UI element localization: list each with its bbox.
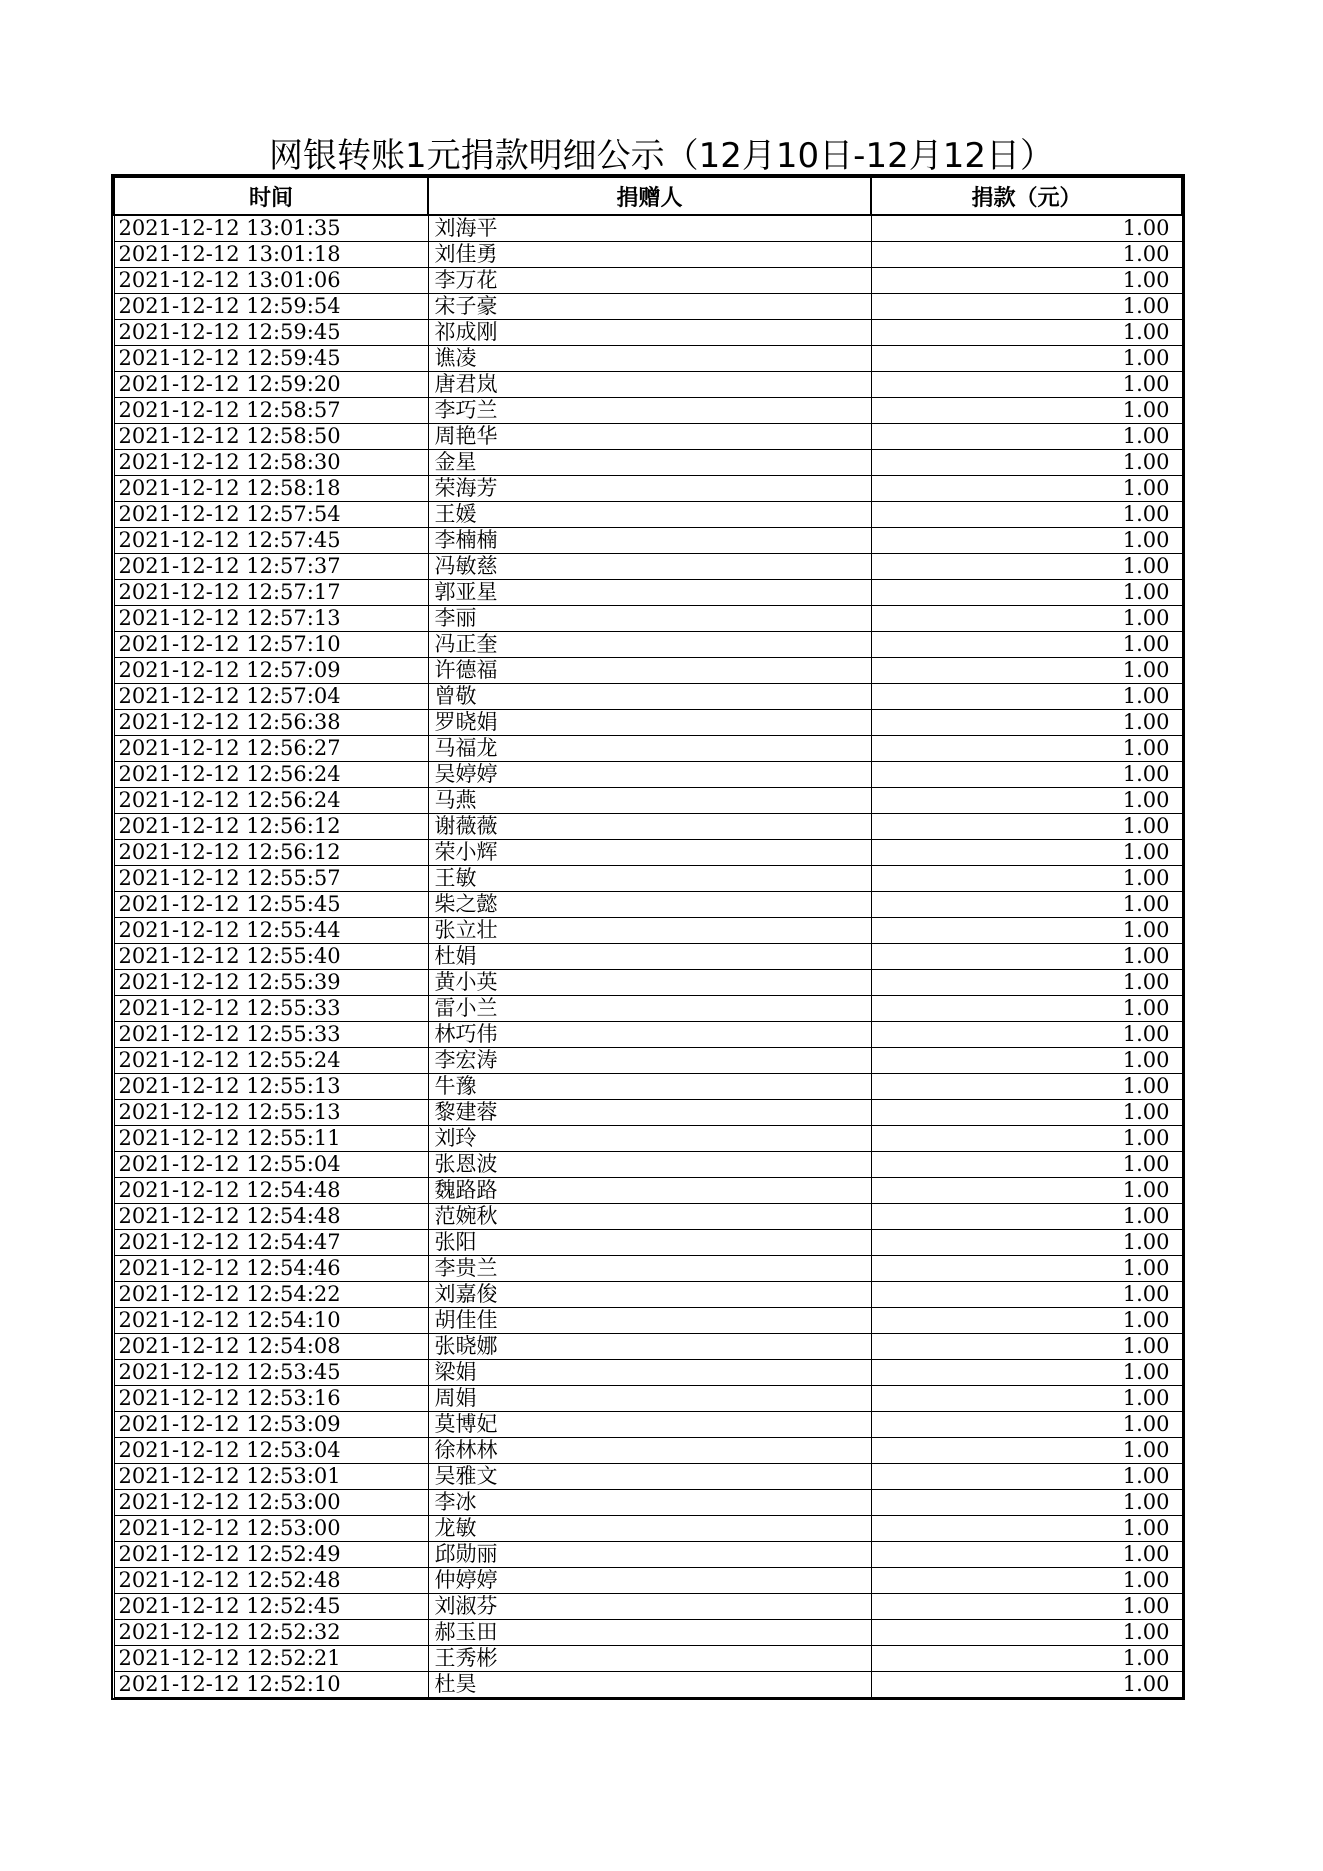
table-row <box>114 840 1182 866</box>
table-row <box>114 996 1182 1022</box>
time-cell: 2021-12-12 12:57:54 <box>114 502 428 528</box>
table-row <box>114 1126 1182 1152</box>
amount-cell: 1.00 <box>871 580 1182 606</box>
donor-name-cell: 张恩波 <box>428 1152 871 1178</box>
donor-name-cell: 李贵兰 <box>428 1256 871 1282</box>
donor-name-cell: 刘嘉俊 <box>428 1282 871 1308</box>
table-row <box>114 450 1182 476</box>
table-row <box>114 1568 1182 1594</box>
amount-cell: 1.00 <box>871 762 1182 788</box>
time-cell: 2021-12-12 12:55:24 <box>114 1048 428 1074</box>
table-row <box>114 1412 1182 1438</box>
donor-name-cell: 周艳华 <box>428 424 871 450</box>
time-cell: 2021-12-12 12:58:50 <box>114 424 428 450</box>
time-cell: 2021-12-12 12:55:44 <box>114 918 428 944</box>
amount-cell: 1.00 <box>871 1074 1182 1100</box>
time-cell: 2021-12-12 12:55:57 <box>114 866 428 892</box>
donor-name-cell: 刘海平 <box>428 215 871 242</box>
table-row <box>114 736 1182 762</box>
donor-name-cell: 范婉秋 <box>428 1204 871 1230</box>
time-cell: 2021-12-12 12:57:17 <box>114 580 428 606</box>
table-row <box>114 1672 1182 1698</box>
donor-name-cell: 李冰 <box>428 1490 871 1516</box>
amount-cell: 1.00 <box>871 1620 1182 1646</box>
donor-name-cell: 祁成刚 <box>428 320 871 346</box>
time-cell: 2021-12-12 12:55:13 <box>114 1100 428 1126</box>
table-row <box>114 1334 1182 1360</box>
page-title: 网银转账1元捐款明细公示（12月10日-12月12日） <box>269 136 1054 176</box>
amount-cell: 1.00 <box>871 1100 1182 1126</box>
table-row <box>114 1256 1182 1282</box>
donor-name-cell: 黄小英 <box>428 970 871 996</box>
table-row <box>114 424 1182 450</box>
time-cell: 2021-12-12 13:01:18 <box>114 242 428 268</box>
donor-name-cell: 唐君岚 <box>428 372 871 398</box>
table-row <box>114 268 1182 294</box>
donor-name-cell: 金星 <box>428 450 871 476</box>
amount-cell: 1.00 <box>871 1360 1182 1386</box>
donor-name-cell: 雷小兰 <box>428 996 871 1022</box>
table-row <box>114 554 1182 580</box>
table-row <box>114 866 1182 892</box>
table-row <box>114 1230 1182 1256</box>
donor-name-cell: 李巧兰 <box>428 398 871 424</box>
amount-cell: 1.00 <box>871 1204 1182 1230</box>
donor-name-cell: 冯正奎 <box>428 632 871 658</box>
table-row <box>114 1282 1182 1308</box>
donor-name-cell: 谯凌 <box>428 346 871 372</box>
table-row <box>114 1594 1182 1620</box>
donor-name-cell: 李丽 <box>428 606 871 632</box>
table-row <box>114 580 1182 606</box>
time-cell: 2021-12-12 12:52:48 <box>114 1568 428 1594</box>
donor-name-cell: 杜昊 <box>428 1672 871 1698</box>
amount-cell: 1.00 <box>871 1516 1182 1542</box>
table-row <box>114 1360 1182 1386</box>
time-cell: 2021-12-12 12:58:57 <box>114 398 428 424</box>
table-row <box>114 372 1182 398</box>
amount-cell: 1.00 <box>871 1256 1182 1282</box>
time-cell: 2021-12-12 12:56:24 <box>114 762 428 788</box>
time-cell: 2021-12-12 12:56:27 <box>114 736 428 762</box>
table-row <box>114 476 1182 502</box>
table-row <box>114 320 1182 346</box>
table-row <box>114 1048 1182 1074</box>
donor-name-cell: 谢薇薇 <box>428 814 871 840</box>
amount-cell: 1.00 <box>871 450 1182 476</box>
table-row <box>114 970 1182 996</box>
amount-cell: 1.00 <box>871 398 1182 424</box>
time-cell: 2021-12-12 13:01:06 <box>114 268 428 294</box>
donor-name-cell: 冯敏慈 <box>428 554 871 580</box>
donor-name-cell: 牛豫 <box>428 1074 871 1100</box>
time-cell: 2021-12-12 13:01:35 <box>114 215 428 242</box>
time-cell: 2021-12-12 12:53:16 <box>114 1386 428 1412</box>
time-cell: 2021-12-12 12:55:45 <box>114 892 428 918</box>
donor-name-cell: 徐林林 <box>428 1438 871 1464</box>
table-row <box>114 294 1182 320</box>
amount-cell: 1.00 <box>871 502 1182 528</box>
amount-cell: 1.00 <box>871 918 1182 944</box>
donor-name-cell: 仲婷婷 <box>428 1568 871 1594</box>
amount-cell: 1.00 <box>871 1022 1182 1048</box>
donor-name-cell: 梁娟 <box>428 1360 871 1386</box>
table-row <box>114 398 1182 424</box>
donor-name-cell: 杜娟 <box>428 944 871 970</box>
time-cell: 2021-12-12 12:53:04 <box>114 1438 428 1464</box>
time-cell: 2021-12-12 12:56:38 <box>114 710 428 736</box>
time-cell: 2021-12-12 12:52:10 <box>114 1672 428 1698</box>
amount-cell: 1.00 <box>871 1386 1182 1412</box>
amount-cell: 1.00 <box>871 1230 1182 1256</box>
amount-cell: 1.00 <box>871 528 1182 554</box>
time-cell: 2021-12-12 12:57:37 <box>114 554 428 580</box>
donor-name-cell: 李宏涛 <box>428 1048 871 1074</box>
table-row <box>114 892 1182 918</box>
table-row <box>114 1178 1182 1204</box>
time-cell: 2021-12-12 12:54:46 <box>114 1256 428 1282</box>
donor-name-cell: 罗晓娟 <box>428 710 871 736</box>
table-row <box>114 1308 1182 1334</box>
time-cell: 2021-12-12 12:56:24 <box>114 788 428 814</box>
table-row <box>114 1542 1182 1568</box>
time-cell: 2021-12-12 12:57:04 <box>114 684 428 710</box>
table-row <box>114 1464 1182 1490</box>
time-cell: 2021-12-12 12:55:11 <box>114 1126 428 1152</box>
amount-cell: 1.00 <box>871 242 1182 268</box>
table-row <box>114 1100 1182 1126</box>
amount-cell: 1.00 <box>871 1334 1182 1360</box>
amount-cell: 1.00 <box>871 944 1182 970</box>
table-row <box>114 528 1182 554</box>
amount-cell: 1.00 <box>871 424 1182 450</box>
time-cell: 2021-12-12 12:52:49 <box>114 1542 428 1568</box>
donor-name-cell: 胡佳佳 <box>428 1308 871 1334</box>
time-cell: 2021-12-12 12:59:54 <box>114 294 428 320</box>
donor-name-cell: 李万花 <box>428 268 871 294</box>
time-cell: 2021-12-12 12:54:22 <box>114 1282 428 1308</box>
donor-name-cell: 黎建蓉 <box>428 1100 871 1126</box>
column-header-time: 时间 <box>114 177 428 215</box>
table-row <box>114 944 1182 970</box>
time-cell: 2021-12-12 12:59:20 <box>114 372 428 398</box>
amount-cell: 1.00 <box>871 632 1182 658</box>
time-cell: 2021-12-12 12:54:10 <box>114 1308 428 1334</box>
amount-cell: 1.00 <box>871 1282 1182 1308</box>
donor-name-cell: 许德福 <box>428 658 871 684</box>
time-cell: 2021-12-12 12:53:45 <box>114 1360 428 1386</box>
donor-name-cell: 曾敬 <box>428 684 871 710</box>
donor-name-cell: 刘淑芬 <box>428 1594 871 1620</box>
time-cell: 2021-12-12 12:56:12 <box>114 814 428 840</box>
donor-name-cell: 张晓娜 <box>428 1334 871 1360</box>
donor-name-cell: 马福龙 <box>428 736 871 762</box>
donor-name-cell: 郝玉田 <box>428 1620 871 1646</box>
amount-cell: 1.00 <box>871 606 1182 632</box>
time-cell: 2021-12-12 12:54:08 <box>114 1334 428 1360</box>
amount-cell: 1.00 <box>871 215 1182 242</box>
amount-cell: 1.00 <box>871 476 1182 502</box>
donor-name-cell: 荣小辉 <box>428 840 871 866</box>
donor-name-cell: 龙敏 <box>428 1516 871 1542</box>
amount-cell: 1.00 <box>871 1594 1182 1620</box>
time-cell: 2021-12-12 12:52:32 <box>114 1620 428 1646</box>
amount-cell: 1.00 <box>871 840 1182 866</box>
amount-cell: 1.00 <box>871 1542 1182 1568</box>
amount-cell: 1.00 <box>871 1412 1182 1438</box>
donor-name-cell: 刘玲 <box>428 1126 871 1152</box>
donor-name-cell: 吴雅文 <box>428 1464 871 1490</box>
time-cell: 2021-12-12 12:55:33 <box>114 1022 428 1048</box>
time-cell: 2021-12-12 12:53:01 <box>114 1464 428 1490</box>
time-cell: 2021-12-12 12:53:00 <box>114 1516 428 1542</box>
table-row <box>114 1620 1182 1646</box>
time-cell: 2021-12-12 12:55:13 <box>114 1074 428 1100</box>
amount-cell: 1.00 <box>871 866 1182 892</box>
table-row <box>114 1204 1182 1230</box>
time-cell: 2021-12-12 12:57:10 <box>114 632 428 658</box>
donor-name-cell: 王媛 <box>428 502 871 528</box>
time-cell: 2021-12-12 12:53:00 <box>114 1490 428 1516</box>
time-cell: 2021-12-12 12:59:45 <box>114 320 428 346</box>
table-row <box>114 1646 1182 1672</box>
table-row <box>114 1386 1182 1412</box>
donor-name-cell: 宋子豪 <box>428 294 871 320</box>
table-row <box>114 1490 1182 1516</box>
amount-cell: 1.00 <box>871 554 1182 580</box>
time-cell: 2021-12-12 12:52:21 <box>114 1646 428 1672</box>
column-header-amount: 捐款（元） <box>871 177 1182 215</box>
time-cell: 2021-12-12 12:57:09 <box>114 658 428 684</box>
table-row <box>114 788 1182 814</box>
time-cell: 2021-12-12 12:59:45 <box>114 346 428 372</box>
donor-name-cell: 刘佳勇 <box>428 242 871 268</box>
amount-cell: 1.00 <box>871 1568 1182 1594</box>
table-row <box>114 1438 1182 1464</box>
time-cell: 2021-12-12 12:52:45 <box>114 1594 428 1620</box>
table-row <box>114 762 1182 788</box>
amount-cell: 1.00 <box>871 970 1182 996</box>
table-header-row <box>114 177 1182 215</box>
amount-cell: 1.00 <box>871 1646 1182 1672</box>
amount-cell: 1.00 <box>871 996 1182 1022</box>
donor-name-cell: 吴婷婷 <box>428 762 871 788</box>
amount-cell: 1.00 <box>871 346 1182 372</box>
donor-name-cell: 马燕 <box>428 788 871 814</box>
time-cell: 2021-12-12 12:55:04 <box>114 1152 428 1178</box>
donor-name-cell: 柴之懿 <box>428 892 871 918</box>
time-cell: 2021-12-12 12:57:13 <box>114 606 428 632</box>
table-row <box>114 1074 1182 1100</box>
amount-cell: 1.00 <box>871 294 1182 320</box>
time-cell: 2021-12-12 12:54:48 <box>114 1204 428 1230</box>
time-cell: 2021-12-12 12:55:39 <box>114 970 428 996</box>
time-cell: 2021-12-12 12:55:33 <box>114 996 428 1022</box>
amount-cell: 1.00 <box>871 1438 1182 1464</box>
amount-cell: 1.00 <box>871 320 1182 346</box>
donor-name-cell: 张立壮 <box>428 918 871 944</box>
amount-cell: 1.00 <box>871 1126 1182 1152</box>
donor-name-cell: 魏路路 <box>428 1178 871 1204</box>
amount-cell: 1.00 <box>871 684 1182 710</box>
table-row <box>114 502 1182 528</box>
amount-cell: 1.00 <box>871 1308 1182 1334</box>
donation-table <box>113 176 1183 1698</box>
donor-name-cell: 张阳 <box>428 1230 871 1256</box>
amount-cell: 1.00 <box>871 814 1182 840</box>
table-row <box>114 606 1182 632</box>
table-body <box>114 215 1182 1698</box>
table-row <box>114 1516 1182 1542</box>
amount-cell: 1.00 <box>871 1048 1182 1074</box>
time-cell: 2021-12-12 12:54:48 <box>114 1178 428 1204</box>
amount-cell: 1.00 <box>871 1672 1182 1698</box>
donor-name-cell: 莫博妃 <box>428 1412 871 1438</box>
table-row <box>114 1022 1182 1048</box>
amount-cell: 1.00 <box>871 710 1182 736</box>
table-row <box>114 346 1182 372</box>
donor-name-cell: 林巧伟 <box>428 1022 871 1048</box>
table-row <box>114 814 1182 840</box>
time-cell: 2021-12-12 12:56:12 <box>114 840 428 866</box>
time-cell: 2021-12-12 12:58:18 <box>114 476 428 502</box>
amount-cell: 1.00 <box>871 1152 1182 1178</box>
amount-cell: 1.00 <box>871 372 1182 398</box>
table-row <box>114 658 1182 684</box>
table-row <box>114 684 1182 710</box>
time-cell: 2021-12-12 12:57:45 <box>114 528 428 554</box>
donor-name-cell: 荣海芳 <box>428 476 871 502</box>
donor-name-cell: 邱勋丽 <box>428 1542 871 1568</box>
amount-cell: 1.00 <box>871 788 1182 814</box>
amount-cell: 1.00 <box>871 1178 1182 1204</box>
amount-cell: 1.00 <box>871 736 1182 762</box>
table-row <box>114 632 1182 658</box>
amount-cell: 1.00 <box>871 1464 1182 1490</box>
amount-cell: 1.00 <box>871 658 1182 684</box>
amount-cell: 1.00 <box>871 1490 1182 1516</box>
table-row <box>114 242 1182 268</box>
time-cell: 2021-12-12 12:54:47 <box>114 1230 428 1256</box>
table-row <box>114 1152 1182 1178</box>
table-row <box>114 918 1182 944</box>
time-cell: 2021-12-12 12:55:40 <box>114 944 428 970</box>
table-row <box>114 215 1182 242</box>
column-header-donor: 捐赠人 <box>428 177 871 215</box>
donor-name-cell: 王敏 <box>428 866 871 892</box>
amount-cell: 1.00 <box>871 268 1182 294</box>
table-row <box>114 710 1182 736</box>
time-cell: 2021-12-12 12:58:30 <box>114 450 428 476</box>
donor-name-cell: 王秀彬 <box>428 1646 871 1672</box>
donor-name-cell: 郭亚星 <box>428 580 871 606</box>
donor-name-cell: 周娟 <box>428 1386 871 1412</box>
donor-name-cell: 李楠楠 <box>428 528 871 554</box>
amount-cell: 1.00 <box>871 892 1182 918</box>
time-cell: 2021-12-12 12:53:09 <box>114 1412 428 1438</box>
